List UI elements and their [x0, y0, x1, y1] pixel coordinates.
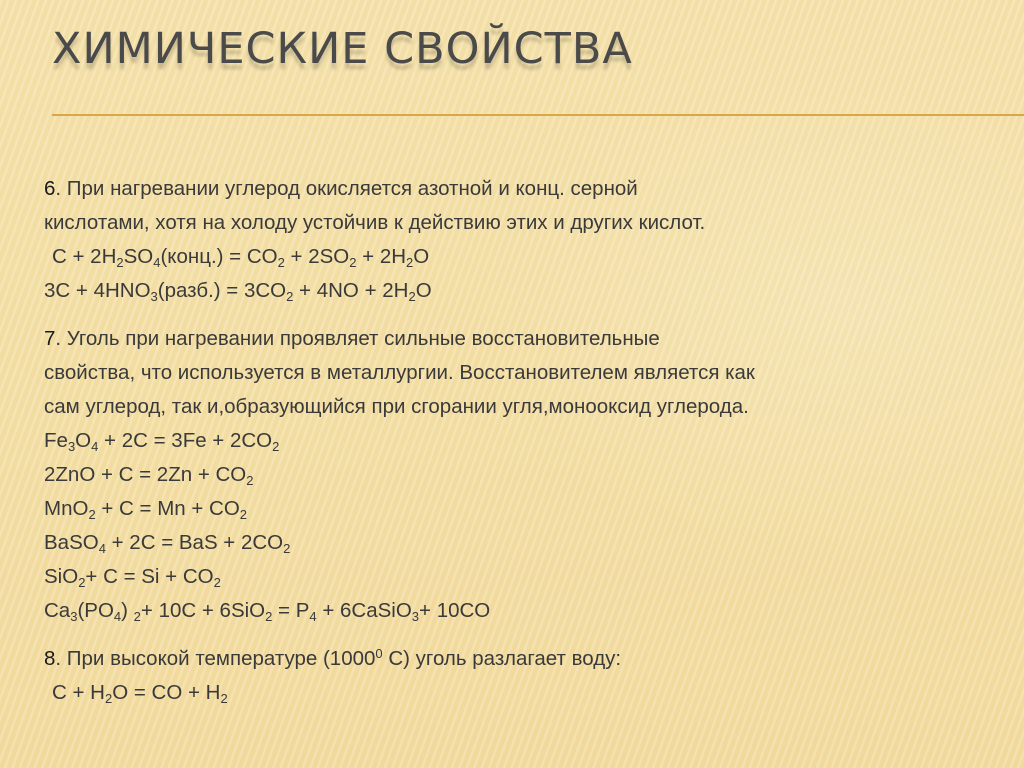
item-number-7: 7: [44, 327, 56, 350]
eq-sub: 2: [272, 439, 280, 454]
eq-part: + 2H: [356, 245, 407, 268]
eq-part: C + 2H: [52, 245, 117, 268]
paragraph-8: [44, 642, 1004, 710]
eq-sub: 2: [265, 609, 273, 624]
eq-part: + 10CO: [419, 599, 491, 622]
eq-sub: 2: [78, 575, 86, 590]
eq-part: + 2C = BaS + 2CO: [105, 531, 284, 554]
eq-part: O: [413, 245, 430, 268]
paragraph-7-text-1: . Уголь при нагревании проявляет сильные восстановительные: [55, 327, 660, 350]
eq-sub: 2: [349, 255, 357, 270]
equation-mno2: [44, 492, 1004, 526]
eq-sub: 2: [408, 289, 416, 304]
title-divider: [52, 114, 1024, 116]
eq-sub: 2: [88, 507, 96, 522]
equation-sio2: [44, 560, 1004, 594]
eq-part: + 2SO: [284, 245, 350, 268]
eq-part: SiO: [44, 565, 79, 588]
eq-part: ): [121, 599, 134, 622]
eq-sub: 2: [220, 691, 228, 706]
item-number-6: 6: [44, 177, 56, 200]
eq-part: + 2C = 3Fe + 2CO: [98, 429, 273, 452]
eq-part: SO: [123, 245, 154, 268]
eq-sub: 2: [283, 541, 291, 556]
eq-part: + C = Mn + CO: [95, 497, 240, 520]
eq-sub: 2: [239, 507, 248, 522]
eq-part: BaSO: [44, 531, 99, 554]
eq-sub: 3: [70, 609, 78, 624]
paragraph-6-line-2: кислотами, хотя на холоду устойчив к действию этих и других кислот.: [44, 211, 706, 234]
eq-sub: 2: [277, 255, 285, 270]
eq-sub: 2: [406, 255, 414, 270]
paragraph-7: [44, 322, 1004, 628]
eq-sub: 4: [98, 541, 106, 556]
paragraph-6-line-1: [44, 172, 1004, 206]
eq-sub: 3: [67, 439, 76, 454]
eq-part: + 10C + 6SiO: [140, 599, 266, 622]
equation-fe3o4: [44, 424, 1004, 458]
eq-sub: 4: [153, 255, 161, 270]
eq-sub: 2: [133, 609, 141, 624]
paragraph-8-line-1: [44, 642, 1004, 676]
eq-part: + 4NO + 2H: [293, 279, 409, 302]
degree-superscript: 0: [375, 646, 383, 661]
eq-sub: 2: [213, 575, 221, 590]
eq-part: 3C + 4HNO: [44, 279, 151, 302]
paragraph-6: [44, 172, 1004, 308]
eq-part: = P: [272, 599, 310, 622]
eq-part: Ca: [44, 599, 71, 622]
eq-part: 2ZnO + C = 2Zn + CO: [44, 463, 247, 486]
paragraph-6-text-1: . При нагревании углерод окисляется азотной и конц. серной: [55, 177, 638, 200]
paragraph-7-line-3: сам углерод, так и,образующийся при сгорании угля,монооксид углерода.: [44, 395, 749, 418]
eq-sub: 2: [246, 473, 254, 488]
equation-ca3po4: [44, 594, 1004, 628]
eq-part: MnO: [44, 497, 89, 520]
equation-c-hno3: [44, 274, 1004, 308]
eq-part: C + H: [52, 681, 105, 704]
eq-part: (разб.) = 3CO: [157, 279, 287, 302]
eq-part: O: [415, 279, 432, 302]
paragraph-7-line-2: свойства, что используется в металлургии. Восстановителем является как: [44, 361, 755, 384]
eq-part: (конц.) = CO: [160, 245, 278, 268]
eq-sub: 3: [150, 289, 158, 304]
eq-sub: 2: [286, 289, 294, 304]
eq-sub: 2: [116, 255, 124, 270]
eq-sub: 4: [91, 439, 99, 454]
eq-sub: 4: [113, 609, 122, 624]
equation-c-h2so4: [44, 240, 1004, 274]
equation-zno: [44, 458, 1004, 492]
eq-sub: 4: [309, 609, 317, 624]
item-number-8: 8: [44, 647, 56, 670]
paragraph-7-line-1: [44, 322, 1004, 356]
paragraph-8-text-1b: С) уголь разлагает воду:: [382, 647, 622, 670]
eq-part: + C = Si + CO: [85, 565, 214, 588]
eq-part: + 6CaSiO: [316, 599, 412, 622]
paragraph-8-text-1a: . При высокой температуре (1000: [55, 647, 376, 670]
eq-part: Fe: [44, 429, 68, 452]
eq-part: (PO: [77, 599, 114, 622]
eq-sub: 2: [104, 691, 113, 706]
slide-title: ХИМИЧЕСКИЕ СВОЙСТВА: [52, 24, 633, 74]
equation-baso4: [44, 526, 1004, 560]
eq-sub: 3: [411, 609, 420, 624]
eq-part: O: [75, 429, 92, 452]
slide-body: [44, 172, 1004, 724]
eq-part: O = CO + H: [112, 681, 221, 704]
equation-c-h2o: [44, 676, 1004, 710]
